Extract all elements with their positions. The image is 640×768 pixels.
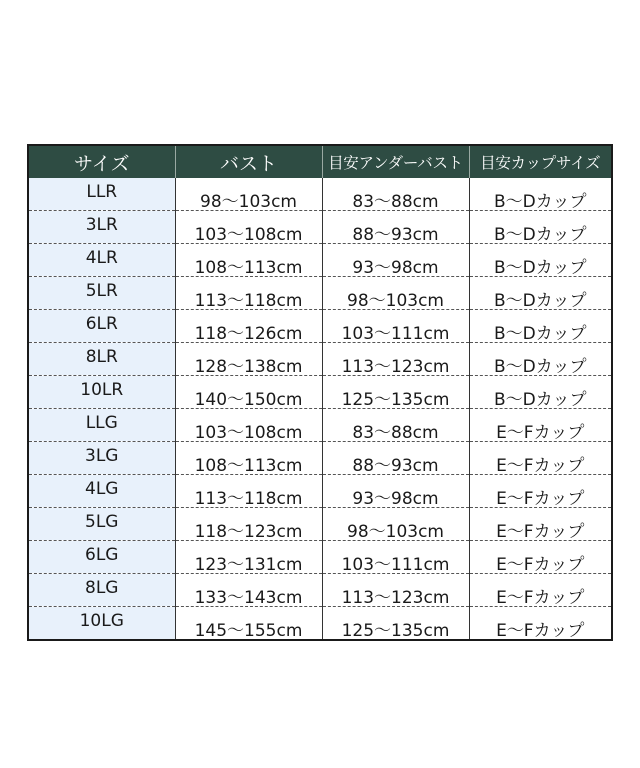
underbust-cell-text: 98～103cm [347, 290, 444, 310]
underbust-cell [322, 475, 469, 508]
bust-cell [175, 541, 322, 574]
bust-cell [175, 310, 322, 343]
table-row [28, 343, 612, 376]
table-header [28, 145, 612, 178]
underbust-cell-text: 113～123cm [341, 587, 450, 607]
cup-size-cell [469, 442, 612, 475]
cup-size-cell-text: E～Fカップ [496, 455, 585, 475]
cup-size-cell-text: E～Fカップ [496, 587, 585, 607]
cup-size-cell-text: E～Fカップ [496, 554, 585, 574]
underbust-cell [322, 376, 469, 409]
table-row [28, 244, 612, 277]
size-cell-text: 4LG [85, 479, 119, 499]
size-cell [28, 277, 175, 310]
size-cell [28, 310, 175, 343]
size-cell-text: 4LR [85, 248, 118, 268]
header-row [28, 145, 612, 178]
cup-size-cell-text: B～Dカップ [493, 290, 587, 310]
bust-cell-text: 145～155cm [194, 620, 303, 640]
size-cell [28, 376, 175, 409]
size-cell [28, 541, 175, 574]
cup-size-cell [469, 277, 612, 310]
bust-cell [175, 574, 322, 607]
cup-size-cell-text: E～Fカップ [496, 620, 585, 640]
cup-size-cell [469, 508, 612, 541]
underbust-cell [322, 244, 469, 277]
cup-size-cell-text: E～Fカップ [496, 488, 585, 508]
cup-size-cell-text: B～Dカップ [493, 389, 587, 409]
bust-cell-text: 103～108cm [194, 224, 303, 244]
header-size: サイズ [28, 145, 175, 178]
underbust-cell-text: 93～98cm [352, 488, 439, 508]
underbust-cell-text: 88～93cm [352, 455, 439, 475]
bust-cell [175, 211, 322, 244]
table-body [28, 178, 612, 640]
cup-size-cell-text: B～Dカップ [493, 323, 587, 343]
header-bust: バスト [175, 145, 322, 178]
size-cell-text: 6LR [85, 314, 118, 334]
bust-cell [175, 508, 322, 541]
table-row [28, 475, 612, 508]
bust-cell-text: 98～103cm [200, 191, 297, 211]
bust-cell [175, 607, 322, 641]
size-cell [28, 508, 175, 541]
bust-cell-text: 133～143cm [194, 587, 303, 607]
underbust-cell [322, 574, 469, 607]
bust-cell-text: 108～113cm [194, 455, 303, 475]
bust-cell-text: 140～150cm [194, 389, 303, 409]
size-cell [28, 343, 175, 376]
cup-size-cell [469, 310, 612, 343]
cup-size-cell-text: E～Fカップ [496, 422, 585, 442]
size-cell-text: 5LR [85, 281, 118, 301]
size-cell [28, 442, 175, 475]
underbust-cell-text: 125～135cm [341, 389, 450, 409]
table-row [28, 310, 612, 343]
size-cell [28, 574, 175, 607]
size-cell-text: 3LR [85, 215, 118, 235]
underbust-cell [322, 409, 469, 442]
underbust-cell-text: 98～103cm [347, 521, 444, 541]
table-row [28, 376, 612, 409]
size-cell-text: 3LG [85, 446, 119, 466]
bust-cell-text: 118～123cm [194, 521, 303, 541]
underbust-cell [322, 442, 469, 475]
bust-cell [175, 442, 322, 475]
underbust-cell [322, 211, 469, 244]
bust-cell-text: 118～126cm [194, 323, 303, 343]
cup-size-cell [469, 376, 612, 409]
size-cell [28, 211, 175, 244]
size-chart-table [27, 144, 613, 641]
underbust-cell [322, 277, 469, 310]
size-cell [28, 475, 175, 508]
underbust-cell [322, 343, 469, 376]
cup-size-cell-text: B～Dカップ [493, 191, 587, 211]
size-cell-text: 8LG [85, 578, 119, 598]
bust-cell [175, 244, 322, 277]
table-row [28, 574, 612, 607]
bust-cell-text: 108～113cm [194, 257, 303, 277]
table-row [28, 178, 612, 211]
cup-size-cell-text: B～Dカップ [493, 356, 587, 376]
cup-size-cell-text: B～Dカップ [493, 224, 587, 244]
underbust-cell-text: 93～98cm [352, 257, 439, 277]
size-cell-text: LLR [86, 182, 118, 202]
underbust-cell [322, 508, 469, 541]
cup-size-cell-text: E～Fカップ [496, 521, 585, 541]
size-cell-text: LLG [85, 413, 118, 433]
underbust-cell [322, 178, 469, 211]
bust-cell [175, 277, 322, 310]
table-row [28, 508, 612, 541]
cup-size-cell [469, 409, 612, 442]
size-cell-text: 10LR [80, 380, 124, 400]
table-row [28, 277, 612, 310]
bust-cell-text: 123～131cm [194, 554, 303, 574]
table-row [28, 211, 612, 244]
underbust-cell-text: 125～135cm [341, 620, 450, 640]
cup-size-cell [469, 574, 612, 607]
cup-size-cell [469, 178, 612, 211]
underbust-cell [322, 310, 469, 343]
table-row [28, 442, 612, 475]
underbust-cell-text: 83～88cm [352, 191, 439, 211]
cup-size-cell [469, 244, 612, 277]
table-row [28, 409, 612, 442]
cup-size-cell [469, 343, 612, 376]
cup-size-cell [469, 475, 612, 508]
size-cell [28, 409, 175, 442]
bust-cell [175, 343, 322, 376]
underbust-cell-text: 103～111cm [341, 554, 450, 574]
cup-size-cell [469, 541, 612, 574]
bust-cell [175, 409, 322, 442]
underbust-cell-text: 83～88cm [352, 422, 439, 442]
bust-cell [175, 376, 322, 409]
bust-cell-text: 103～108cm [194, 422, 303, 442]
bust-cell-text: 113～118cm [194, 488, 303, 508]
cup-size-cell [469, 607, 612, 641]
cup-size-cell-text: B～Dカップ [493, 257, 587, 277]
size-cell [28, 178, 175, 211]
bust-cell-text: 113～118cm [194, 290, 303, 310]
header-underbust: 目安アンダーバスト [322, 145, 469, 178]
header-cup-size: 目安カップサイズ [469, 145, 612, 178]
size-cell [28, 607, 175, 641]
table-row [28, 541, 612, 574]
underbust-cell [322, 541, 469, 574]
table-row [28, 607, 612, 641]
size-cell-text: 5LG [85, 512, 119, 532]
bust-cell-text: 128～138cm [194, 356, 303, 376]
size-cell-text: 10LG [79, 611, 124, 631]
bust-cell [175, 475, 322, 508]
bust-cell [175, 178, 322, 211]
size-cell [28, 244, 175, 277]
underbust-cell-text: 103～111cm [341, 323, 450, 343]
cup-size-cell [469, 211, 612, 244]
size-cell-text: 8LR [85, 347, 118, 367]
underbust-cell [322, 607, 469, 641]
size-cell-text: 6LG [85, 545, 119, 565]
underbust-cell-text: 88～93cm [352, 224, 439, 244]
underbust-cell-text: 113～123cm [341, 356, 450, 376]
